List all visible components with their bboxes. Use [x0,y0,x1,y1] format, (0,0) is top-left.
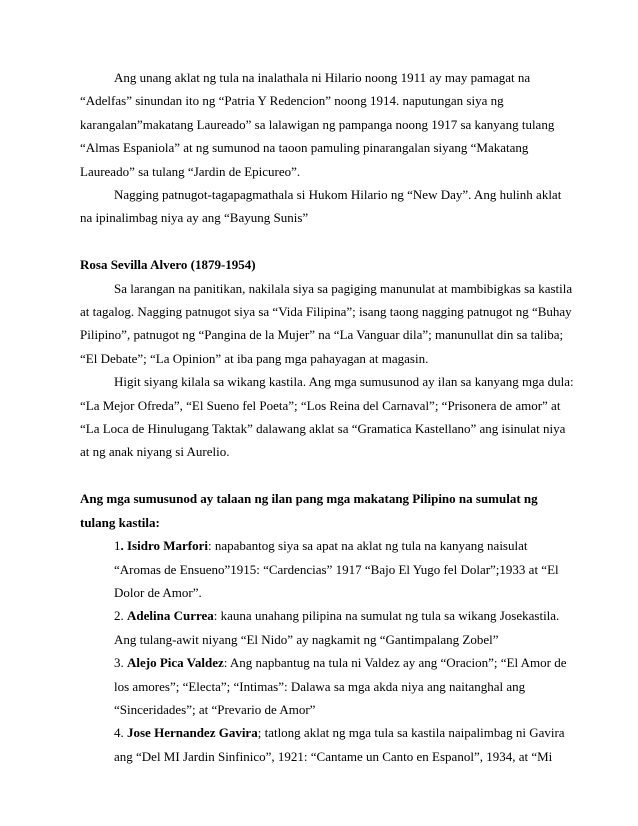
list-item-isidro-marfori [114,534,576,604]
list-item-text: : kauna unahang pilipina na sumulat ng tula sa wikang Josekastila. Ang tulang-awit niyang “El Nido” ay nagkamit ng “Gantimpalang Zobel” [114,608,560,647]
list-item-number: 1 [114,538,121,554]
list-item-separator: . [120,608,127,624]
spacer [80,464,576,487]
list-item-adelina-currea [114,604,576,651]
list-item-number: 3 [114,655,121,671]
list-item-name: Adelina Currea [127,608,214,624]
list-item-text: : napabantog siya sa apat na aklat ng tula na kanyang naisulat “Aromas de Ensueno”1915: “Cardencias” 1917 “Bajo El Yugo fel Dolar”;1933 at “El Dolor de Amor”. [114,538,559,600]
list-item-jose-hernandez-gavira [114,721,576,768]
list-item-name: Jose Hernandez Gavira [127,725,258,741]
list-item-separator: . [120,655,127,671]
list-item-separator: . [120,538,124,554]
paragraph-hilario-books: Ang unang aklat ng tula na inalathala ni Hilario noong 1911 ay may pamagat na “Adelfas” sinundan ito ng “Patria Y Redencion” noong 1914. naputungan siya ng karangalan”makatang Laureado” sa lalawigan ng pampanga noong 1917 sa kanyang tulang “Almas Espaniola” at ng sumunod na taoon pamuling pinarangalan siyang “Makatang Laureado” sa tulang “Jardin de Epicureo”. [80,70,555,179]
list-item-number: 2 [114,608,121,624]
paragraph-rosa-works: Higit siyang kilala sa wikang kastila. Ang mga sumusunod ay ilan sa kanyang mga dula: “La Mejor Ofreda”, “El Sueno fel Poeta”; “Los Reina del Carnaval”; “Prisonera de amor” at “La Loca de Hinulugang Taktak” dalawang aklat sa “Gramatica Kastellano” ang isinulat niya at ng anak niyang si Aurelio. [80,374,574,460]
section-heading-rosa-sevilla: Rosa Sevilla Alvero (1879-1954) [80,257,256,273]
poets-list [114,534,576,768]
section-heading-poets-list: Ang mga sumusunod ay talaan ng ilan pang mga makatang Pilipino na sumulat ng tulang kastila: [80,491,538,530]
list-item-number: 4 [114,725,121,741]
list-item-text: : Ang napbantug na tula ni Valdez ay ang “Oracion”; “El Amor de los amores”; “Electa”; “Intimas”: Dalawa sa mga akda niya ang naitanghal ang “Sinceridades”; at “Prevario de Amor” [114,655,567,717]
paragraph-rosa-career: Sa larangan na panitikan, nakilala siya sa pagiging manunulat at mambibigkas sa kastila at tagalog. Nagging patnugot siya sa “Vida Filipina”; isang taong nagging patnugot ng “Buhay Pilipino”, patnugot ng “Pangina de la Mujer” na “La Vanguar dila”; manunullat din sa taliba; “El Debate”; “La Opinion” at iba pang mga pahayagan at magasin. [80,280,573,366]
document-body [80,66,576,768]
list-item-name: Isidro Marfori [127,538,208,554]
list-item-alejo-pica-valdez [114,651,576,721]
list-item-name: Alejo Pica Valdez [127,655,224,671]
list-item-text: ; tatlong aklat ng mga tula sa kastila naipalimbag ni Gavira ang “Del MI Jardin Sinfinico”, 1921: “Cantame un Canto en Espanol”, 1934, at “Mi [114,725,565,764]
spacer [80,230,576,253]
paragraph-hilario-editor: Nagging patnugot-tagapagmathala si Hukom Hilario ng “New Day”. Ang hulinh aklat na ipinalimbag niya ay ang “Bayung Sunis” [80,187,562,226]
list-item-separator: . [120,725,127,741]
